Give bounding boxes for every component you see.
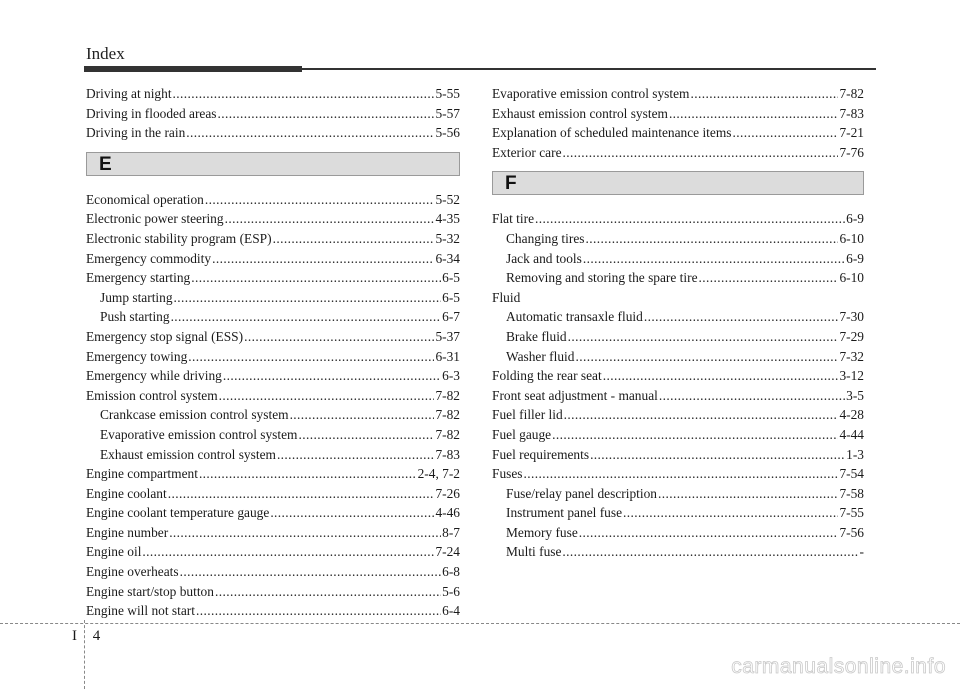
entry-page: 7-82 [435, 426, 460, 442]
entry-page: 7-30 [839, 309, 864, 325]
dot-leader [579, 523, 839, 543]
index-subentry [86, 405, 460, 425]
dot-leader [174, 288, 442, 308]
entry-text: Push starting [100, 309, 170, 325]
entry-text: Fluid [492, 289, 521, 305]
index-subentry [86, 288, 460, 308]
index-entry [86, 209, 460, 229]
dot-leader [173, 84, 435, 104]
index-column-right [492, 84, 864, 562]
entry-text: Jack and tools [506, 250, 582, 266]
entry-text: Changing tires [506, 230, 585, 246]
index-subentry [492, 347, 864, 367]
dot-leader [212, 249, 434, 269]
entry-text: Automatic transaxle fluid [506, 309, 643, 325]
index-entry [86, 503, 460, 523]
section-header-e [86, 152, 460, 176]
index-subentry [492, 268, 864, 288]
dot-leader [552, 425, 838, 445]
entry-page: 4-35 [435, 211, 460, 227]
entry-page: 6-34 [435, 250, 460, 266]
entry-text: Fuses [492, 466, 523, 482]
dot-leader [590, 445, 845, 465]
index-entry [492, 425, 864, 445]
entry-page: 7-82 [435, 387, 460, 403]
entry-text: Fuel gauge [492, 426, 552, 442]
entry-text: Engine coolant [86, 485, 167, 501]
dot-leader [623, 503, 838, 523]
index-entry [492, 386, 864, 406]
dot-leader [273, 229, 435, 249]
index-subentry [86, 425, 460, 445]
dot-leader [223, 366, 441, 386]
entry-page: 7-29 [839, 328, 864, 344]
entry-page: 7-26 [435, 485, 460, 501]
entry-text: Front seat adjustment - manual [492, 387, 658, 403]
entry-page: 7-82 [435, 407, 460, 423]
dot-leader [524, 464, 839, 484]
index-entry [492, 464, 864, 484]
index-subentry [492, 327, 864, 347]
entry-page: 5-37 [435, 328, 460, 344]
dot-leader [171, 307, 442, 327]
index-entry [492, 143, 864, 163]
index-column-left [86, 84, 460, 621]
entry-page: 6-9 [846, 250, 864, 266]
index-subentry [492, 249, 864, 269]
dot-leader [168, 484, 435, 504]
dot-leader [535, 209, 845, 229]
index-entry [492, 366, 864, 386]
dot-leader [290, 405, 435, 425]
dot-leader [699, 268, 839, 288]
entry-page: 4-46 [435, 505, 460, 521]
dot-leader [603, 366, 839, 386]
entry-text: Driving at night [86, 86, 172, 101]
index-subentry [492, 484, 864, 504]
entry-page: 7-32 [839, 348, 864, 364]
entry-text: Emergency stop signal (ESS) [86, 328, 244, 344]
index-entry [86, 542, 460, 562]
section-header-f [492, 171, 864, 195]
index-entry [492, 209, 864, 229]
section-letter: E [99, 153, 112, 175]
index-subentry [492, 503, 864, 523]
entry-page: 7-21 [839, 125, 864, 141]
header-accent-bar [84, 66, 302, 72]
index-entry [86, 249, 460, 269]
index-entry [86, 484, 460, 504]
entry-page: 6-3 [442, 368, 460, 384]
entry-text: Emergency while driving [86, 368, 222, 384]
dot-leader [180, 562, 442, 582]
entry-page: 6-4 [442, 603, 460, 619]
entry-text: Fuel filler lid [492, 407, 563, 423]
entry-text: Memory fuse [506, 524, 578, 540]
entry-text: Emergency starting [86, 270, 191, 286]
entry-text: Exhaust emission control system [492, 105, 668, 121]
index-entry [492, 288, 864, 308]
entry-page: 7-83 [839, 105, 864, 121]
index-entry [86, 347, 460, 367]
entry-page: 7-55 [839, 505, 864, 521]
entry-page: 5-56 [435, 125, 460, 141]
dot-leader [690, 84, 838, 104]
dot-leader [215, 582, 441, 602]
dot-leader [658, 484, 838, 504]
entry-text: Exterior care [492, 144, 562, 160]
entry-page: 7-58 [839, 485, 864, 501]
entry-page: 6-9 [846, 211, 864, 227]
entry-text: Engine overheats [86, 564, 179, 580]
index-entry [492, 104, 864, 124]
entry-page: 7-83 [435, 446, 460, 462]
index-subentry [492, 523, 864, 543]
footer-rule [0, 623, 960, 624]
index-entry [86, 190, 460, 210]
entry-page: 3-12 [839, 368, 864, 384]
entry-page: 7-24 [435, 544, 460, 560]
dot-leader [188, 347, 434, 367]
entry-text: Engine number [86, 524, 169, 540]
entry-text: Electronic stability program (ESP) [86, 230, 272, 246]
right-pre-entries [492, 84, 864, 162]
entry-text: Fuse/relay panel description [506, 485, 657, 501]
index-entry [492, 445, 864, 465]
left-entries [86, 190, 460, 621]
entry-page: 5-6 [442, 583, 460, 599]
index-entry [86, 562, 460, 582]
entry-text: Electronic power steering [86, 211, 224, 227]
entry-page: 4-44 [839, 426, 864, 442]
entry-text: Brake fluid [506, 328, 567, 344]
index-entry [86, 601, 460, 621]
entry-text: Driving in the rain [86, 125, 186, 141]
dot-leader [732, 123, 838, 143]
entry-page: 6-10 [839, 230, 864, 246]
section-letter: F [505, 173, 517, 195]
entry-page: - [859, 544, 864, 560]
entry-text: Emergency commodity [86, 250, 212, 266]
dot-leader [191, 268, 441, 288]
entry-page: 7-54 [839, 466, 864, 482]
entry-page: 5-55 [435, 86, 460, 101]
entry-page: 2-4, 7-2 [417, 466, 460, 482]
index-subentry [86, 445, 460, 465]
entry-text: Multi fuse [506, 544, 562, 560]
page-title: Index [86, 44, 125, 63]
dot-leader [219, 386, 435, 406]
entry-text: Engine start/stop button [86, 583, 214, 599]
entry-page: 3-5 [846, 387, 864, 403]
index-entry [492, 123, 864, 143]
entry-text: Exhaust emission control system [100, 446, 276, 462]
entry-page: 6-10 [839, 270, 864, 286]
index-entry [86, 464, 460, 484]
entry-text: Evaporative emission control system [492, 86, 690, 101]
entry-text: Engine will not start [86, 603, 195, 619]
entry-text: Economical operation [86, 191, 204, 207]
dot-leader [585, 229, 838, 249]
entry-text: Engine coolant temperature gauge [86, 505, 270, 521]
dot-leader [277, 445, 435, 465]
index-subentry [492, 542, 864, 562]
entry-text: Explanation of scheduled maintenance items [492, 125, 732, 141]
dot-leader [562, 542, 858, 562]
index-entry [86, 327, 460, 347]
entry-text: Washer fluid [506, 348, 575, 364]
dot-leader [575, 347, 838, 367]
index-entry [86, 386, 460, 406]
dot-leader [568, 327, 839, 347]
page-number: I 4 [72, 628, 107, 644]
index-entry [86, 268, 460, 288]
entry-text: Engine oil [86, 544, 142, 560]
dot-leader [205, 190, 435, 210]
index-entry [86, 366, 460, 386]
left-pre-entries [86, 84, 460, 143]
entry-text: Driving in flooded areas [86, 105, 217, 121]
dot-leader [186, 123, 434, 143]
entry-page: 5-32 [435, 230, 460, 246]
index-subentry [492, 229, 864, 249]
index-entry [492, 84, 864, 104]
entry-page: 8-7 [442, 524, 460, 540]
index-entry [86, 229, 460, 249]
dot-leader [218, 104, 435, 124]
entry-text: Removing and storing the spare tire [506, 270, 698, 286]
dot-leader [564, 405, 839, 425]
entry-text: Emergency towing [86, 348, 188, 364]
entry-page: 1-3 [846, 446, 864, 462]
entry-page: 7-76 [839, 144, 864, 160]
dot-leader [669, 104, 839, 124]
dot-leader [563, 143, 839, 163]
entry-page: 6-5 [442, 270, 460, 286]
index-entry [492, 405, 864, 425]
index-subentry [86, 307, 460, 327]
entry-text: Fuel requirements [492, 446, 590, 462]
entry-text: Emission control system [86, 387, 218, 403]
index-entry [86, 123, 460, 143]
index-entry [86, 582, 460, 602]
entry-text: Flat tire [492, 211, 535, 227]
entry-page: 4-28 [839, 407, 864, 423]
dot-leader [244, 327, 434, 347]
entry-page: 6-31 [435, 348, 460, 364]
dot-leader [196, 601, 441, 621]
dot-leader [142, 542, 434, 562]
dot-leader [659, 386, 845, 406]
dot-leader [225, 209, 435, 229]
dot-leader [298, 425, 434, 445]
entry-text: Engine compartment [86, 466, 198, 482]
entry-text: Evaporative emission control system [100, 426, 298, 442]
right-entries [492, 209, 864, 562]
index-subentry [492, 307, 864, 327]
index-entry [86, 523, 460, 543]
entry-page: 6-8 [442, 564, 460, 580]
dot-leader [644, 307, 839, 327]
index-entry [86, 84, 460, 104]
dot-leader [583, 249, 845, 269]
entry-text: Folding the rear seat [492, 368, 602, 384]
watermark-logo: carmanualsonline.info [731, 655, 946, 678]
dot-leader [169, 523, 441, 543]
entry-page: 7-82 [839, 86, 864, 101]
entry-text: Instrument panel fuse [506, 505, 623, 521]
entry-page: 6-5 [442, 289, 460, 305]
entry-page: 5-52 [435, 191, 460, 207]
dot-leader [199, 464, 417, 484]
index-entry [86, 104, 460, 124]
entry-text: Crankcase emission control system [100, 407, 289, 423]
dot-leader [270, 503, 434, 523]
entry-page: 6-7 [442, 309, 460, 325]
entry-page: 5-57 [435, 105, 460, 121]
entry-page: 7-56 [839, 524, 864, 540]
entry-text: Jump starting [100, 289, 173, 305]
